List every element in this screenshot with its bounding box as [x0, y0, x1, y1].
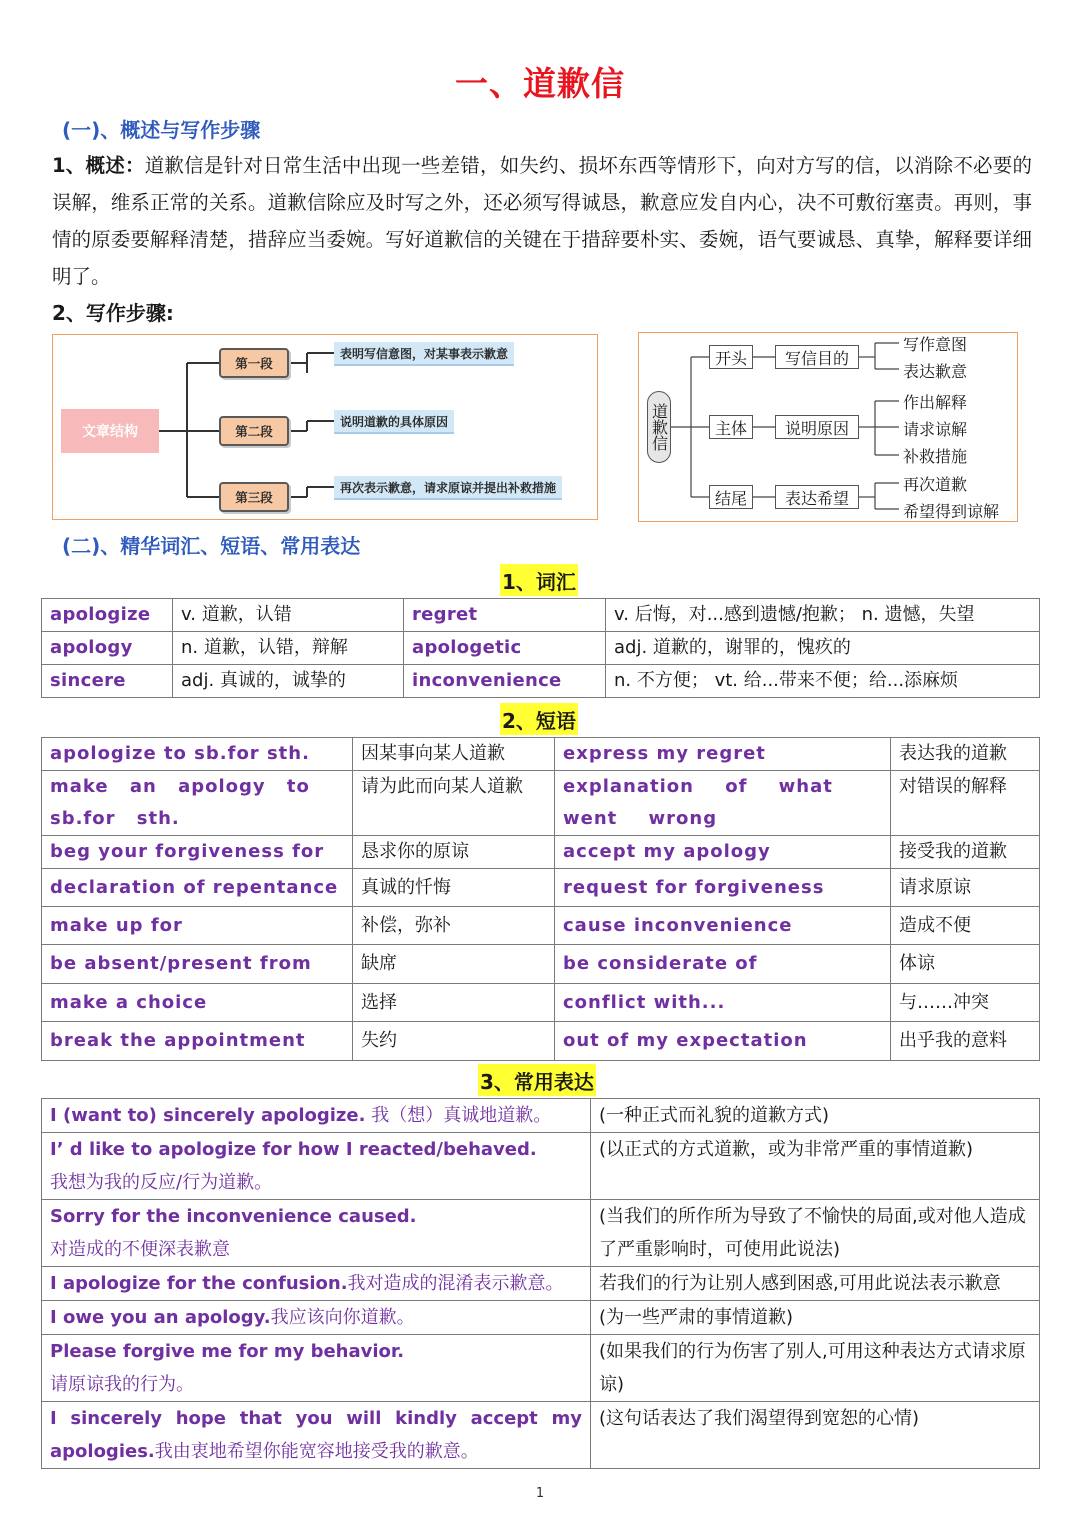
- phrase-english: make a choice: [42, 984, 353, 1022]
- table-row: [42, 1200, 1040, 1267]
- expression-note: (这句话表达了我们渴望得到宽恕的心情): [591, 1402, 1040, 1469]
- expression-note: (当我们的所作所为导致了不愉快的局面,或对他人造成了严重影响时，可使用此说法): [591, 1200, 1040, 1267]
- outline-part-closing: 结尾: [709, 485, 753, 509]
- expression-english: Sorry for the inconvenience caused.: [50, 1206, 417, 1227]
- paragraph-3-description: 再次表示歉意，请求原谅并提出补救措施: [334, 476, 562, 500]
- paragraph-1-box: 第一段: [219, 348, 289, 378]
- phrase-english: be considerate of: [555, 945, 891, 984]
- phrase-chinese: 体谅: [891, 945, 1040, 984]
- phrase-chinese: 因某事向某人道歉: [353, 738, 555, 771]
- table-row: [42, 1402, 1040, 1469]
- expression-cell: [42, 1200, 591, 1267]
- phrase-chinese: 补偿，弥补: [353, 907, 555, 945]
- expression-cell: [42, 1267, 591, 1301]
- vocab-word: apology: [42, 632, 173, 665]
- table-row: [42, 738, 1040, 771]
- phrase-chinese: 请为此而向某人道歉: [353, 771, 555, 836]
- expression-english: I owe you an apology.: [50, 1307, 271, 1328]
- expression-chinese: 我对造成的混淆表示歉意。: [347, 1273, 564, 1294]
- table-row: [42, 1335, 1040, 1402]
- vocab-meaning: adj. 道歉的，谢罪的，愧疚的: [606, 632, 1040, 665]
- expression-english: Please forgive me for my behavior.: [50, 1341, 405, 1362]
- phrase-chinese: 请求原谅: [891, 869, 1040, 907]
- expression-chinese: 我由衷地希望你能宽容地接受我的歉意。: [154, 1441, 479, 1462]
- phrase-english: cause inconvenience: [555, 907, 891, 945]
- outline-purpose-opening: 写信目的: [775, 345, 859, 369]
- phrase-english: express my regret: [555, 738, 891, 771]
- table-row: [42, 1301, 1040, 1335]
- phrase-english: out of my expectation: [555, 1022, 891, 1061]
- structure-root-box: 文章结构: [61, 409, 159, 453]
- phrase-chinese: 缺席: [353, 945, 555, 984]
- table-row: [42, 945, 1040, 984]
- expression-cell: [42, 1301, 591, 1335]
- phrase-chinese: 出乎我的意料: [891, 1022, 1040, 1061]
- outline-part-body: 主体: [709, 415, 753, 439]
- expression-note: (为一些严肃的事情道歉): [591, 1301, 1040, 1335]
- overview-text: 道歉信是针对日常生活中出现一些差错，如失约、损坏东西等情形下，向对方写的信，以消除不必要的误解，维系正常的关系。道歉信除应及时写之外，还必须写得诚恳，歉意应发自内心，决不可敷衍塞责。再则，事情的原委要解释清楚，措辞应当委婉。写好道歉信的关键在于措辞要朴实、委婉，语气要诚恳、真挚，解释要详细明了。: [52, 154, 1032, 288]
- expression-note: (一种正式而礼貌的道歉方式): [591, 1099, 1040, 1133]
- outline-root-pill: 道歉信: [647, 391, 671, 463]
- phrase-chinese: 恳求你的原谅: [353, 836, 555, 869]
- expression-english: I sincerely hope that you will kindly accept my apologies.: [50, 1408, 582, 1462]
- outline-item-closing-2: 希望得到谅解: [903, 502, 1000, 521]
- expression-note: (以正式的方式道歉，或为非常严重的事情道歉): [591, 1133, 1040, 1200]
- outline-item-closing-1: 再次道歉: [903, 475, 968, 494]
- vocab-word: apologetic: [404, 632, 606, 665]
- vocab-word: inconvenience: [404, 665, 606, 698]
- outline-item-opening-1: 写作意图: [903, 335, 968, 354]
- vocab-word: apologize: [42, 599, 173, 632]
- phrase-english: break the appointment: [42, 1022, 353, 1061]
- vocab-heading: 1、词汇: [500, 564, 578, 596]
- writing-steps-label: 2、写作步骤:: [52, 301, 174, 325]
- outline-item-body-2: 请求谅解: [903, 420, 968, 439]
- structure-diagram-right: [638, 332, 1018, 522]
- phrase-english: explanation of what went wrong: [555, 771, 891, 836]
- expression-cell: [42, 1335, 591, 1402]
- outline-purpose-closing: 表达希望: [775, 485, 859, 509]
- page-title: 一、道歉信: [455, 64, 625, 103]
- phrase-english: conflict with...: [555, 984, 891, 1022]
- phrase-chinese: 与……冲突: [891, 984, 1040, 1022]
- outline-item-opening-2: 表达歉意: [903, 362, 968, 381]
- phrase-english: declaration of repentance: [42, 869, 353, 907]
- vocab-meaning: v. 道歉，认错: [173, 599, 404, 632]
- phrase-chinese: 表达我的道歉: [891, 738, 1040, 771]
- expression-chinese: 请原谅我的行为。: [50, 1374, 194, 1395]
- expressions-table: [41, 1098, 1040, 1469]
- table-row: [42, 632, 1040, 665]
- vocab-meaning: adj. 真诚的，诚挚的: [173, 665, 404, 698]
- expression-note: 若我们的行为让别人感到困惑,可用此说法表示歉意: [591, 1267, 1040, 1301]
- table-row: [42, 1099, 1040, 1133]
- paragraph-2-description: 说明道歉的具体原因: [334, 410, 454, 434]
- table-row: [42, 984, 1040, 1022]
- overview-label: 1、概述：: [52, 154, 145, 177]
- phrases-heading: 2、短语: [500, 703, 578, 735]
- outline-purpose-body: 说明原因: [775, 415, 859, 439]
- outline-part-opening: 开头: [709, 345, 753, 369]
- paragraph-1-description: 表明写信意图，对某事表示歉意: [334, 342, 514, 366]
- expression-chinese: 对造成的不便深表歉意: [50, 1239, 230, 1260]
- table-row: [42, 1133, 1040, 1200]
- expression-english: I apologize for the confusion.: [50, 1273, 348, 1294]
- vocab-word: sincere: [42, 665, 173, 698]
- expression-note: (如果我们的行为伤害了别人,可用这种表达方式请求原谅): [591, 1335, 1040, 1402]
- phrase-chinese: 对错误的解释: [891, 771, 1040, 836]
- phrase-english: accept my apology: [555, 836, 891, 869]
- vocab-word: regret: [404, 599, 606, 632]
- expression-english: I’ d like to apologize for how I reacted/behaved.: [50, 1139, 537, 1160]
- outline-item-body-3: 补救措施: [903, 447, 968, 466]
- phrases-table: [41, 737, 1040, 1061]
- vocab-meaning: n. 不方便； vt. 给...带来不便；给...添麻烦: [606, 665, 1040, 698]
- phrase-chinese: 选择: [353, 984, 555, 1022]
- paragraph-3-box: 第三段: [219, 482, 289, 512]
- expression-chinese: 我想为我的反应/行为道歉。: [50, 1172, 273, 1193]
- phrase-english: make up for: [42, 907, 353, 945]
- phrase-chinese: 造成不便: [891, 907, 1040, 945]
- expression-cell: [42, 1133, 591, 1200]
- phrase-english: make an apology to sb.for sth.: [42, 771, 353, 836]
- expressions-heading: 3、常用表达: [478, 1064, 596, 1096]
- overview-paragraph: [52, 147, 1032, 295]
- table-row: [42, 771, 1040, 836]
- phrase-english: be absent/present from: [42, 945, 353, 984]
- expression-english: I (want to) sincerely apologize.: [50, 1105, 366, 1126]
- phrase-english: beg your forgiveness for: [42, 836, 353, 869]
- expression-chinese: 我应该向你道歉。: [270, 1307, 415, 1328]
- table-row: [42, 869, 1040, 907]
- page-number: 1: [535, 1486, 545, 1501]
- vocab-table: [41, 598, 1040, 698]
- expression-cell: [42, 1402, 591, 1469]
- phrase-chinese: 真诚的忏悔: [353, 869, 555, 907]
- phrase-chinese: 接受我的道歉: [891, 836, 1040, 869]
- vocab-meaning: n. 道歉，认错，辩解: [173, 632, 404, 665]
- table-row: [42, 599, 1040, 632]
- outline-item-body-1: 作出解释: [903, 393, 968, 412]
- table-row: [42, 1267, 1040, 1301]
- phrase-english: request for forgiveness: [555, 869, 891, 907]
- expression-cell: [42, 1099, 591, 1133]
- section-heading-vocabulary: (二)、精华词汇、短语、常用表达: [62, 534, 361, 558]
- section-heading-overview: (一)、概述与写作步骤: [62, 118, 261, 142]
- table-row: [42, 1022, 1040, 1061]
- expression-chinese: 我（想）真诚地道歉。: [365, 1105, 552, 1126]
- vocab-meaning: v. 后悔，对...感到遗憾/抱歉； n. 遗憾，失望: [606, 599, 1040, 632]
- paragraph-2-box: 第二段: [219, 416, 289, 446]
- table-row: [42, 907, 1040, 945]
- structure-diagram-left: [52, 334, 598, 520]
- phrase-chinese: 失约: [353, 1022, 555, 1061]
- phrase-english: apologize to sb.for sth.: [42, 738, 353, 771]
- table-row: [42, 665, 1040, 698]
- table-row: [42, 836, 1040, 869]
